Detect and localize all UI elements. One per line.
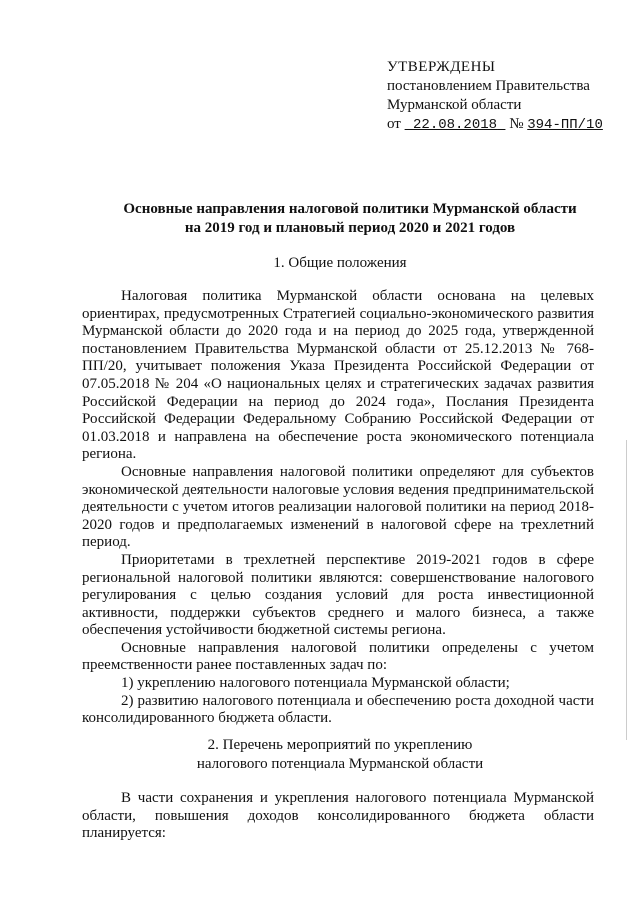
section-1-heading: 1. Общие положения — [273, 255, 407, 271]
section-2-heading — [90, 736, 590, 774]
approval-line-1: постановлением Правительства — [387, 78, 590, 94]
scan-edge-line — [626, 440, 627, 740]
section-2-heading-line-1: 2. Перечень мероприятий по укреплению — [207, 737, 473, 753]
approval-date-line — [387, 115, 603, 135]
list-item: 1) укреплению налогового потенциала Мурманской области; — [121, 675, 510, 692]
paragraph: Основные направления налоговой политики определяют для субъектов экономической деятельности налоговые условия ведения предпринимательской деятельности с учетом итогов реализации налоговой политики на период 2018-2020 годов и предполагаемых изменений в налоговой сфере на трехлетний период. — [82, 463, 594, 551]
approval-line-2: Мурманской области — [387, 97, 522, 113]
approval-number-sign: № — [509, 116, 524, 132]
title-line-1: Основные направления налоговой политики Мурманской области — [123, 201, 577, 217]
section-1-body — [82, 288, 594, 728]
section-2-body — [82, 790, 594, 843]
document-title — [100, 200, 600, 238]
paragraph: Налоговая политика Мурманской области основана на целевых ориентирах, предусмотренных Стратегией социально-экономического развития Мурманской области до 2020 года и на период до 2025 года, утвержденной постановлением Правительства Мурманской области от 25.12.2013 № 768-ПП/20, учитывает положения Указа Президента Российской Федерации от 07.05.2018 № 204 «О национальных целях и стратегических задачах развития Российской Федерации на период до 2024 года», Послания Президента Российской Федерации Федеральному Собранию Российской Федерации от 01.03.2018 и направлена на обеспечение роста экономического потенциала региона. — [82, 288, 594, 463]
paragraph: Основные направления налоговой политики определены с учетом преемственности ранее поставленных задач по: — [82, 639, 594, 674]
approval-number: 394-ПП/10 — [527, 117, 603, 133]
section-2-heading-line-2: налогового потенциала Мурманской области — [196, 756, 484, 772]
paragraph: В части сохранения и укрепления налогового потенциала Мурманской области, повышения доходов консолидированного бюджета области планируется: — [82, 790, 594, 842]
paragraph: Приоритетами в трехлетней перспективе 2019-2021 годов в сфере региональной налоговой политики являются: совершенствование налогового регулирования с целью создания условий для роста инвестиционной активности, поддержки субъектов среднего и малого бизнеса, а также обеспечения устойчивости бюджетной системы региона. — [82, 551, 594, 639]
approval-date-prefix: от — [387, 116, 401, 132]
approval-stamp — [387, 58, 603, 135]
approval-heading: УТВЕРЖДЕНЫ — [387, 59, 496, 75]
approval-date: 22.08.2018 — [413, 117, 498, 133]
title-line-2: на 2019 год и плановый период 2020 и 2021 годов — [184, 220, 516, 236]
list-item: 2) развитию налогового потенциала и обеспечению роста доходной части консолидированного бюджета области. — [82, 692, 594, 727]
